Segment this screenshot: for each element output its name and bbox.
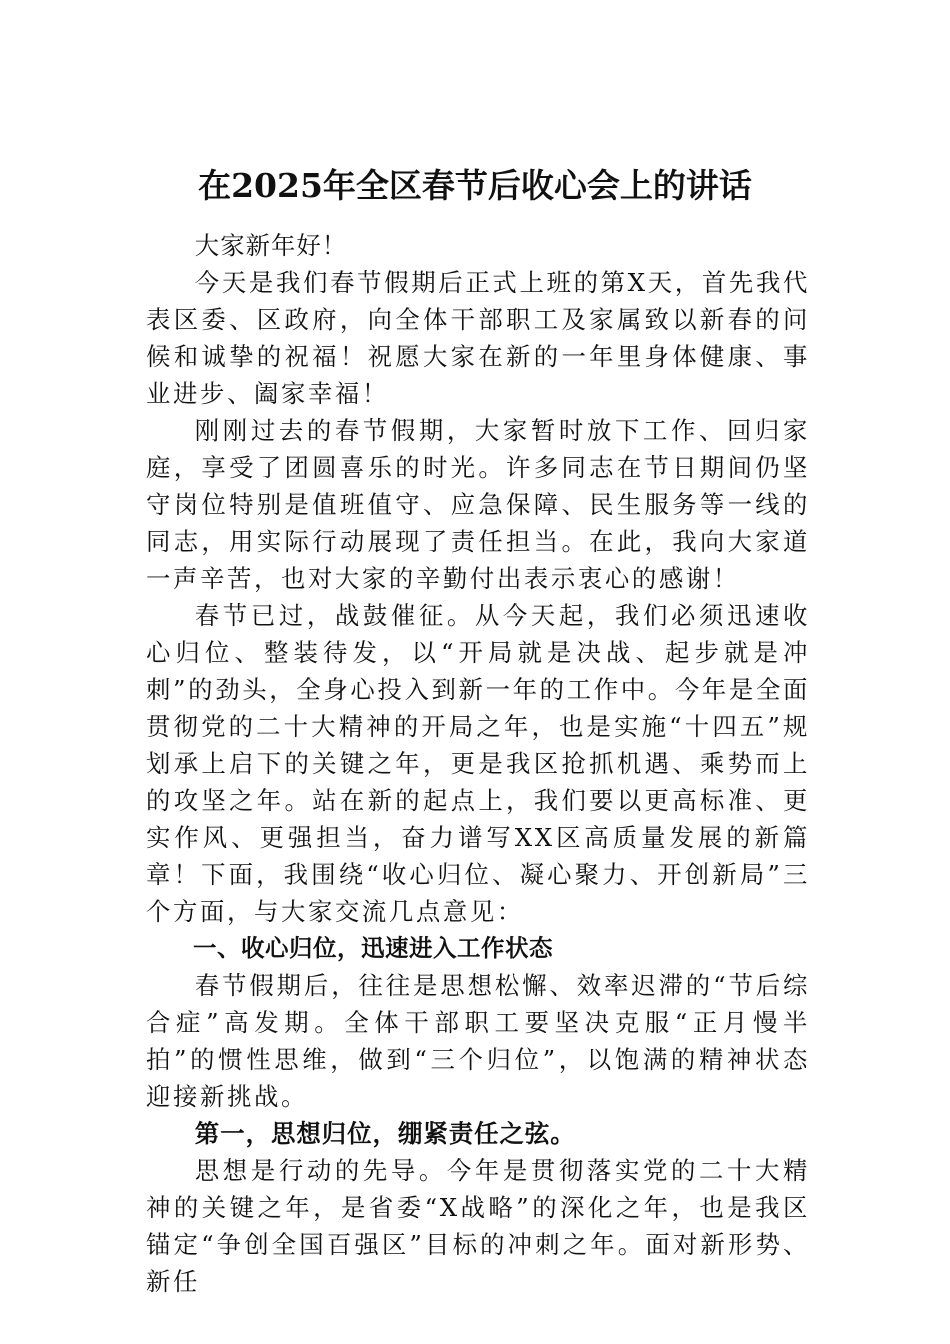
paragraph-section1-intro: 春节假期后，往往是思想松懈、效率迟滞的“节后综合症”高发期。全体干部职工要坚决克服“正月慢半拍”的惯性思维，做到“三个归位”，以饱满的精神状态迎接新挑战。 [146, 971, 810, 1111]
paragraph-holiday: 刚刚过去的春节假期，大家暂时放下工作、回归家庭，享受了团圆喜乐的时光。许多同志在节日期间仍坚守岗位特别是值班值守、应急保障、民生服务等一线的同志，用实际行动展现了责任担当。在此，我向大家道一声辛苦，也对大家的辛勤付出表示衷心的感谢！ [146, 416, 810, 593]
section-heading-1: 一、收心归位，迅速进入工作状态 [193, 934, 553, 962]
document-title: 在2025年全区春节后收心会上的讲话 [198, 166, 752, 205]
document-body [146, 227, 810, 1300]
subheading-thought: 第一，思想归位，绷紧责任之弦。 [194, 1119, 576, 1148]
paragraph-thought: 思想是行动的先导。今年是贯彻落实党的二十大精神的关键之年，是省委“X战略”的深化之年，也是我区锚定“争创全国百强区”目标的冲刺之年。面对新形势、新任 [146, 1156, 810, 1296]
paragraph-opening: 今天是我们春节假期后正式上班的第X天，首先我代表区委、区政府，向全体干部职工及家属致以新春的问候和诚挚的祝福！祝愿大家在新的一年里身体健康、事业进步、阖家幸福！ [146, 268, 810, 408]
greeting-paragraph: 大家新年好！ [194, 231, 348, 260]
paragraph-new-start: 春节已过，战鼓催征。从今天起，我们必须迅速收心归位、整装待发，以“开局就是决战、起步就是冲刺”的劲头，全身心投入到新一年的工作中。今年是全面贯彻党的二十大精神的开局之年，也是实施“十四五”规划承上启下的关键之年，更是我区抢抓机遇、乘势而上的攻坚之年。站在新的起点上，我们要以更高标准、更实作风、更强担当，奋力谱写XX区高质量发展的新篇章！下面，我围绕“收心归位、凝心聚力、开创新局”三个方面，与大家交流几点意见： [146, 601, 810, 926]
